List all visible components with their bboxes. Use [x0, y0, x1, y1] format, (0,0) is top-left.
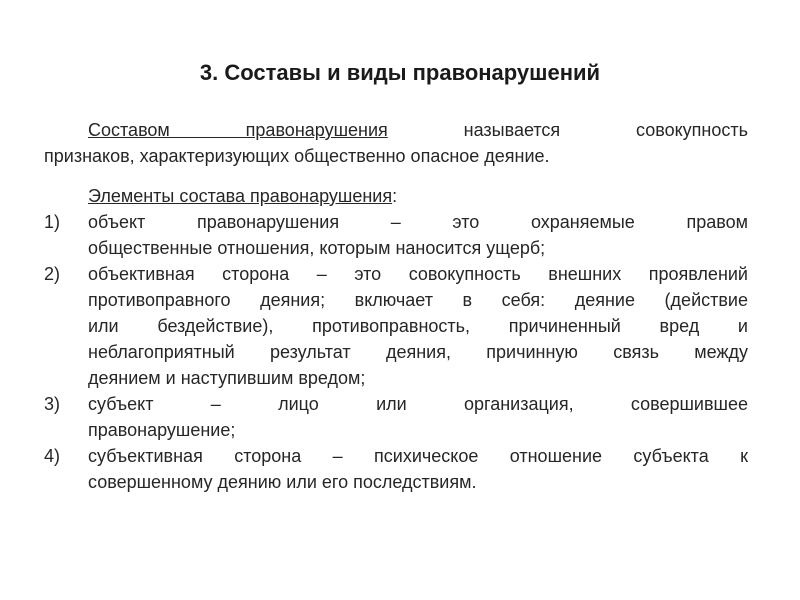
list-item-number: 4) — [44, 446, 61, 466]
elements-heading-text: Элементы состава правонарушения — [88, 186, 393, 206]
list-item-number: 3) — [44, 394, 61, 414]
list-item-line: или бездействие), противоправность, причиненный вред и — [88, 316, 748, 336]
definition-line-2: признаков, характеризующих общественно опасное деяние. — [44, 146, 550, 166]
list-item-line: общественные отношения, которым наносится ущерб; — [88, 238, 546, 258]
list-item-line: неблагоприятный результат деяния, причинную связь между — [88, 342, 748, 362]
list-item-line: противоправного деяния; включает в себя: деяние (действие — [88, 290, 748, 310]
slide-body — [44, 117, 748, 495]
list-item — [44, 391, 748, 443]
list-item-line: деянием и наступившим вредом; — [88, 368, 366, 388]
slide-title: 3. Составы и виды правонарушений — [199, 60, 601, 85]
definition-line-1 — [44, 117, 748, 143]
list-item-line: объективная сторона – это совокупность внешних проявлений — [88, 264, 748, 284]
list-item-number: 2) — [44, 264, 61, 284]
list-item-line: совершенному деянию или его последствиям. — [88, 472, 477, 492]
list-item-line: субъективная сторона – психическое отношение субъекта к — [88, 446, 748, 466]
list-item-line: субъект – лицо или организация, совершившее — [88, 394, 748, 414]
list-item-line: объект правонарушения – это охраняемые правом — [88, 212, 748, 232]
definition-term: Составом правонарушения — [88, 120, 388, 140]
list-item — [44, 443, 748, 495]
list-item-line: правонарушение; — [88, 420, 236, 440]
list-item-number: 1) — [44, 212, 61, 232]
definition-line-1-rest: называется совокупность — [387, 120, 749, 140]
elements-heading-colon: : — [392, 186, 398, 206]
list-item — [44, 261, 748, 391]
list-item — [44, 209, 748, 261]
elements-heading — [44, 183, 748, 209]
